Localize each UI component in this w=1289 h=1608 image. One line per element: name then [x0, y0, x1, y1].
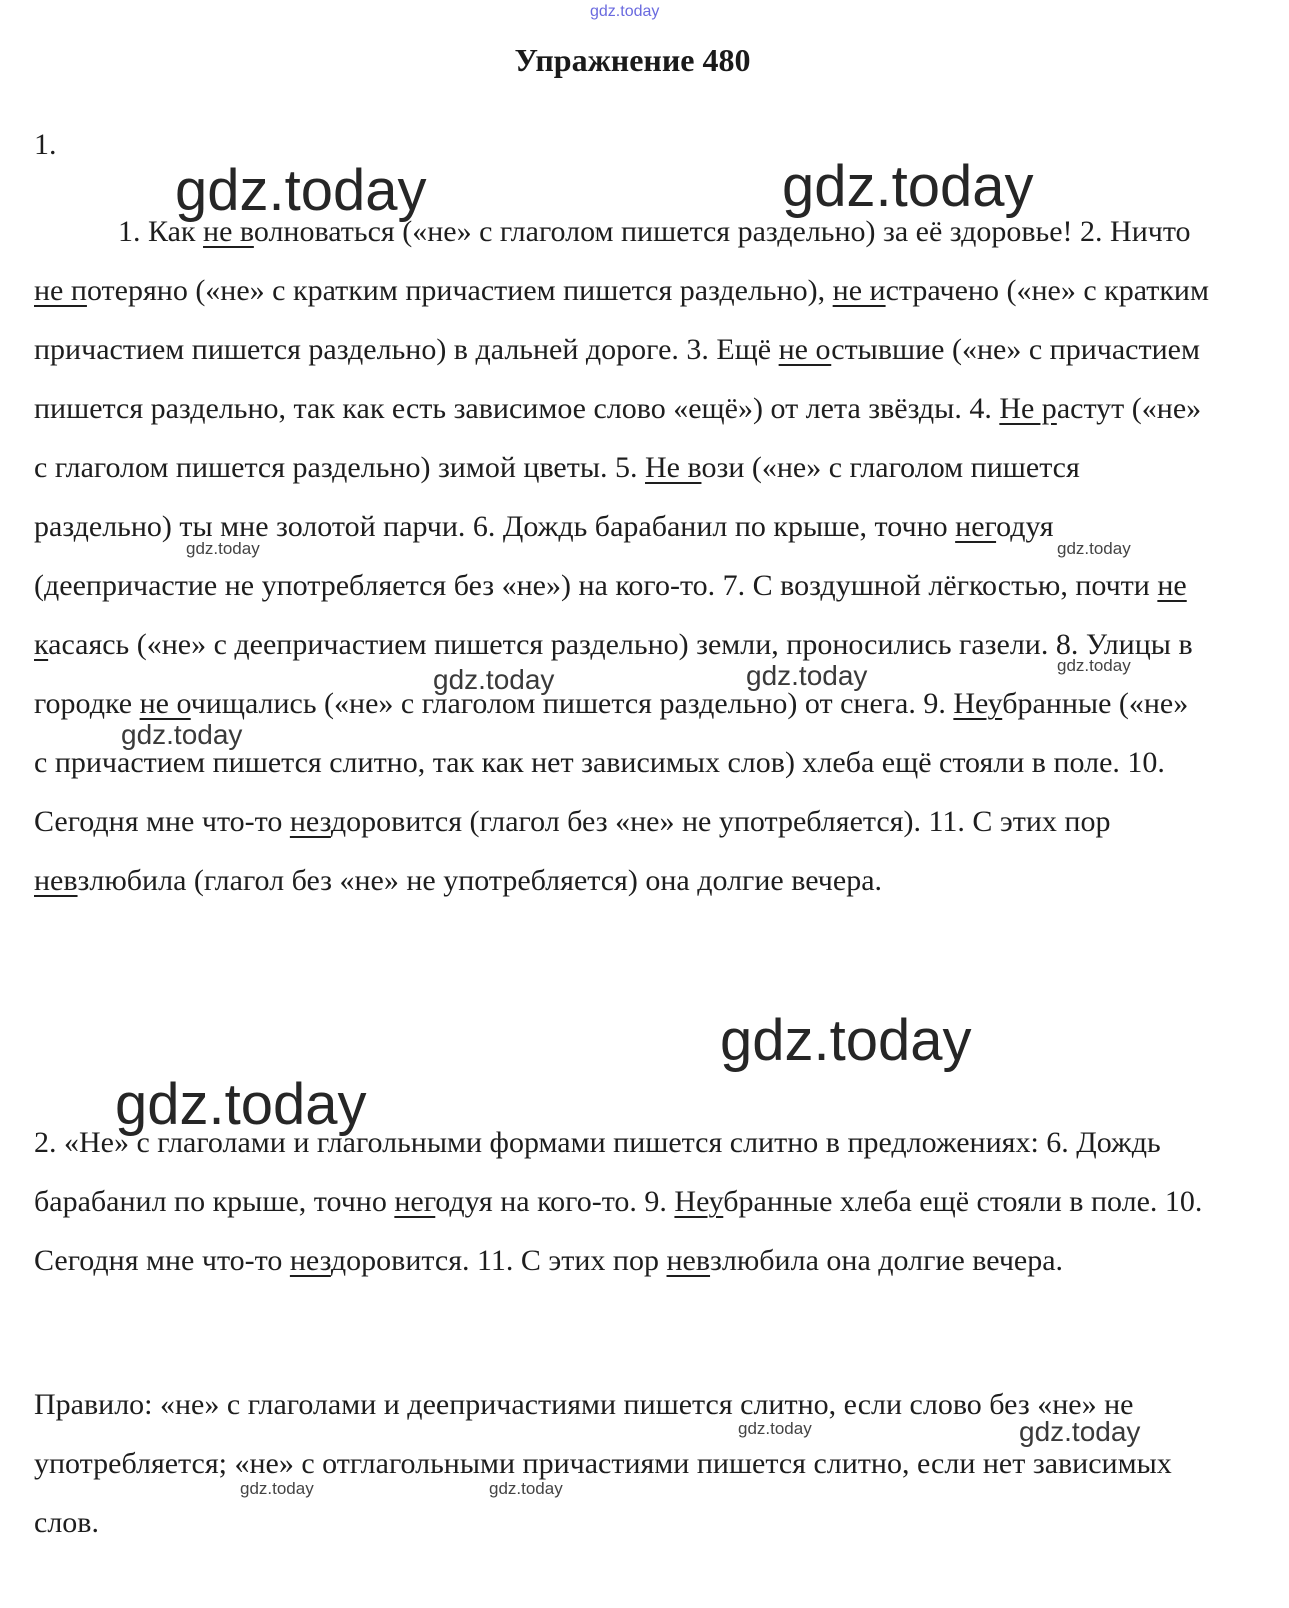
text-run: злюбила (глагол без «не» не употребляется) она долгие вечера.	[77, 864, 883, 897]
underlined-particle: не о	[778, 333, 832, 366]
underlined-particle: Не в	[645, 451, 702, 484]
exercise-title: Упражнение 480	[514, 42, 751, 78]
text-run: олноваться («не» с глаголом пишется раздельно) за её здоровье! 2. Ничто	[253, 215, 1191, 248]
text-run: бранные («не» с причастием пишется слитно, так как нет зависимых слов) хлеба ещё стояли в поле. 10. Сегодня мне что-то	[34, 687, 1189, 838]
watermark: gdz.today	[186, 539, 260, 558]
text-run: чищались («не» с глаголом пишется раздельно) от снега. 9.	[190, 687, 954, 720]
watermark: gdz.today	[1019, 1416, 1141, 1447]
watermark: gdz.today	[175, 158, 427, 223]
watermark: gdz.today	[782, 154, 1034, 219]
underlined-particle: Неу	[674, 1185, 724, 1218]
watermark: gdz.today	[433, 664, 555, 695]
text-run: ози («не» с глаголом пишется раздельно) ты мне золотой парчи. 6. Дождь барабанил по крыше, точно	[34, 451, 1080, 543]
text-run: злюбила она долгие вечера.	[710, 1244, 1064, 1277]
underlined-particle: Не р	[999, 392, 1057, 425]
text-run: страчено («не» с кратким причастием пишется раздельно) в дальней дороге. 3. Ещё	[34, 274, 1209, 366]
watermark-top: gdz.today	[590, 3, 660, 20]
underlined-particle: не к	[34, 569, 1187, 661]
watermark: gdz.today	[121, 719, 243, 750]
watermark: gdz.today	[115, 1072, 367, 1137]
underlined-particle: не о	[139, 687, 191, 720]
underlined-particle: нег	[394, 1185, 436, 1218]
underlined-particle: Неу	[953, 687, 1003, 720]
watermark: gdz.today	[1057, 539, 1131, 558]
underlined-particle: не п	[34, 274, 87, 307]
text-run: асаясь («не» с деепричастием пишется раздельно) земли, проносились газели. 8. Улицы в городке	[34, 628, 1193, 720]
watermark: gdz.today	[489, 1479, 563, 1498]
text-run: 2. «Не» с глаголами и глагольными формами пишется слитно в предложениях: 6. Дождь барабанил по крыше, точно	[34, 1126, 1161, 1218]
underlined-particle: нев	[666, 1244, 711, 1277]
answer-paragraph-2	[34, 1113, 1209, 1290]
text-run: доровится (глагол без «не» не употребляется). 11. С этих пор	[330, 805, 1111, 838]
watermark: gdz.today	[720, 1008, 972, 1073]
underlined-particle: нез	[289, 1244, 331, 1277]
text-run: одуя (деепричастие не употребляется без «не») на кого-то. 7. С воздушной лёгкостью, почти	[34, 510, 1158, 602]
text-run: доровится. 11. С этих пор	[330, 1244, 667, 1277]
underlined-particle: не и	[832, 274, 886, 307]
watermark: gdz.today	[240, 1479, 314, 1498]
watermark: gdz.today	[746, 660, 868, 691]
text-run: стывшие («не» с причастием пишется раздельно, так как есть зависимое слово «ещё») от лета звёзды. 4.	[34, 333, 1200, 425]
section-1-label: 1.	[34, 128, 57, 161]
underlined-particle: нез	[289, 805, 331, 838]
watermark: gdz.today	[738, 1419, 812, 1438]
text-run: отеряно («не» с кратким причастием пишется раздельно),	[86, 274, 833, 307]
text-run: астут («не» с глаголом пишется раздельно) зимой цветы. 5.	[34, 392, 1202, 484]
rule-paragraph: Правило: «не» с глаголами и деепричастиями пишется слитно, если слово без «не» не употребляется; «не» с отглагольными причастиями пишется слитно, если нет зависимых слов.	[34, 1388, 1172, 1539]
text-run: 1. Как	[118, 215, 204, 248]
underlined-particle: нев	[34, 864, 78, 897]
watermark: gdz.today	[1057, 656, 1131, 675]
underlined-particle: не в	[203, 215, 254, 248]
underlined-particle: нег	[955, 510, 997, 543]
text-run: одуя на кого-то. 9.	[435, 1185, 675, 1218]
text-run: бранные хлеба ещё стояли в поле. 10. Сегодня мне что-то	[34, 1185, 1203, 1277]
